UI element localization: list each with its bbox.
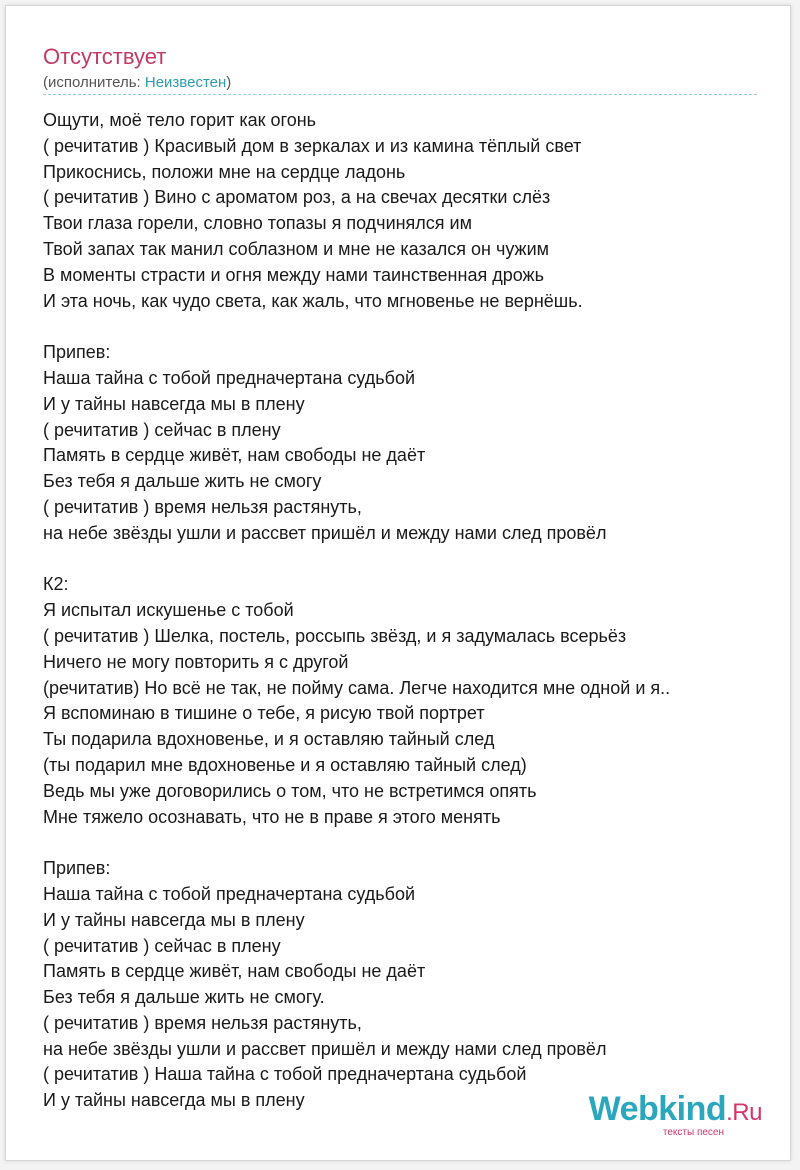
artist-suffix: ) xyxy=(226,74,232,91)
lyric-line: Без тебя я дальше жить не смогу. xyxy=(43,987,325,1008)
lyrics-text xyxy=(43,108,783,1114)
lyric-line: ( речитатив ) Наша тайна с тобой предначертана судьбой xyxy=(43,1064,527,1085)
song-title: Отсутствует xyxy=(43,44,167,69)
lyric-line: Припев: xyxy=(43,342,111,363)
lyric-line: ( речитатив ) сейчас в плену xyxy=(43,935,281,956)
logo-main-text: Webkind xyxy=(588,1090,727,1128)
lyric-spacer xyxy=(43,830,783,856)
site-logo[interactable] xyxy=(589,1092,762,1138)
lyric-line: И у тайны навсегда мы в плену xyxy=(43,1090,305,1111)
lyric-line: Ощути, моё тело горит как огонь xyxy=(43,110,317,130)
title-divider xyxy=(43,94,757,95)
lyric-line: К2: xyxy=(43,574,69,595)
lyric-spacer xyxy=(43,314,783,340)
lyric-line: Ты подарила вдохновенье, и я оставляю тайный след xyxy=(43,729,495,750)
lyric-line: Память в сердце живёт, нам свободы не даёт xyxy=(43,961,426,982)
logo-wordmark xyxy=(589,1092,762,1130)
lyric-line: ( речитатив ) Шелка, постель, россыпь звёзд, и я задумалась всерьёз xyxy=(43,625,627,646)
lyric-spacer xyxy=(43,547,783,573)
lyric-line: Мне тяжело осознавать, что не в праве я этого менять xyxy=(43,806,501,827)
lyric-line: (речитатив) Но всё не так, не пойму сама. Легче находится мне одной и я.. xyxy=(43,677,671,698)
lyrics-card xyxy=(5,5,791,1161)
lyric-line: Прикоснись, положи мне на сердце ладонь xyxy=(43,161,406,182)
lyric-line: И у тайны навсегда мы в плену xyxy=(43,909,305,930)
artist-line xyxy=(43,74,231,92)
lyric-line: ( речитатив ) время нельзя растянуть, xyxy=(43,1012,362,1033)
lyric-line: ( речитатив ) время нельзя растянуть, xyxy=(43,496,362,517)
lyric-line: Наша тайна с тобой предначертана судьбой xyxy=(43,367,416,388)
lyric-line: Ничего не могу повторить я с другой xyxy=(43,651,349,672)
lyric-line: Припев: xyxy=(43,858,111,879)
lyric-line: ( речитатив ) Красивый дом в зеркалах и из камина тёплый свет xyxy=(43,135,582,156)
lyric-line: В моменты страсти и огня между нами таинственная дрожь xyxy=(43,264,544,285)
lyric-line: Наша тайна с тобой предначертана судьбой xyxy=(43,883,416,904)
logo-tagline: тексты песен xyxy=(662,1127,724,1138)
lyric-line: ( речитатив ) сейчас в плену xyxy=(43,419,281,440)
lyric-line: Без тебя я дальше жить не смогу xyxy=(43,471,322,492)
lyric-line: Твой запах так манил соблазном и мне не казался он чужим xyxy=(43,238,550,259)
lyric-line: на небе звёзды ушли и рассвет пришёл и между нами след провёл xyxy=(43,1038,607,1059)
artist-prefix: (исполнитель: xyxy=(43,74,145,91)
lyric-line: Ведь мы уже договорились о том, что не встретимся опять xyxy=(43,780,537,801)
lyric-line: на небе звёзды ушли и рассвет пришёл и между нами след провёл xyxy=(43,522,607,543)
lyric-line: Твои глаза горели, словно топазы я подчинялся им xyxy=(43,213,472,234)
lyric-line: (ты подарил мне вдохновенье и я оставляю тайный след) xyxy=(43,754,527,775)
lyric-line: И эта ночь, как чудо света, как жаль, что мгновенье не вернёшь. xyxy=(43,290,583,311)
lyric-line: Я вспоминаю в тишине о тебе, я рисую твой портрет xyxy=(43,703,485,724)
lyric-line: Память в сердце живёт, нам свободы не даёт xyxy=(43,445,426,466)
lyric-line: Я испытал искушенье с тобой xyxy=(43,600,294,621)
artist-link[interactable]: Неизвестен xyxy=(144,74,227,91)
lyric-line: И у тайны навсегда мы в плену xyxy=(43,393,305,414)
logo-tld: .Ru xyxy=(726,1099,762,1126)
lyric-line: ( речитатив ) Вино с ароматом роз, а на свечах десятки слёз xyxy=(43,187,551,208)
